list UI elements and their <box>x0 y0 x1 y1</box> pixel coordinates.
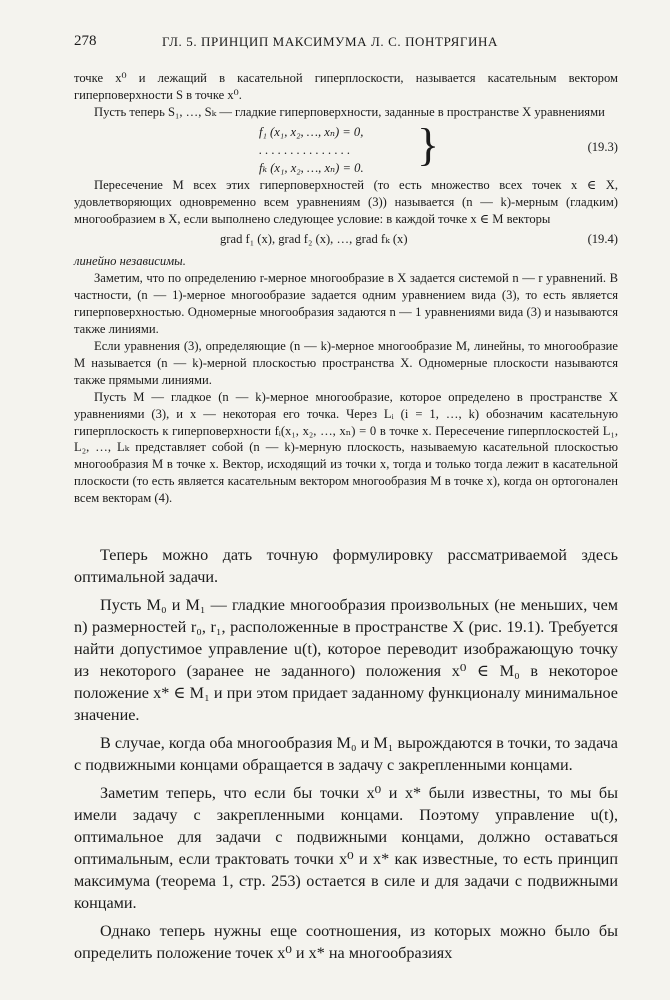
page-number: 278 <box>74 33 97 49</box>
equation-system <box>259 123 364 177</box>
paragraph: Заметим теперь, что если бы точки x⁰ и x* были известны, то мы бы имели задачу с закрепленными концами. Поэтому управление u(t), оптимальное для задачи с подвижными концами, должно оставаться оптимальным, если трактовать точки x⁰ и x* как известные, то есть принцип максимума (теорема 1, стр. 253) остается в силе и для задачи с подвижными концами. <box>74 784 618 912</box>
equation-number: (19.3) <box>587 139 618 154</box>
paragraph: Теперь можно дать точную формулировку рассматриваемой здесь оптимальной задачи. <box>74 546 618 586</box>
small-paragraph: Пересечение M всех этих гиперповерхностей (то есть множество всех точек x ∈ X, удовлетворяющих одновременно всем уравнениям (3)) называется (n — k)-мерным (гладким) многообразием в X, если выполнено следующее условие: в каждой точке x ∈ M векторы <box>74 177 618 226</box>
small-paragraph: точке x⁰ и лежащий в касательной гиперплоскости, называется касательным вектором гиперповерхности S в точке x⁰. <box>74 71 618 102</box>
running-header <box>74 33 614 53</box>
small-print-section <box>74 70 618 507</box>
small-paragraph: Пусть M — гладкое (n — k)-мерное многообразие, которое определено в пространстве X уравнениями (3), и x — некоторая его точка. Через Lᵢ (i = 1, …, k) обозначим касательную гиперплоскость к гиперповерхности fᵢ(x₁, x₂, …, xₙ) = 0 в точке x. Пересечение гиперплоскостей L₁, L₂, …, Lₖ представляет собой (n — k)-мерную плоскость, называемую касательной плоскостью многообразия M в точке x. Вектор, исходящий из точки x, тогда и только тогда лежит в касательной плоскости (то есть является касательным вектором многообразия M в точке x), когда он ортогонален всем векторам (4). <box>74 389 618 506</box>
equation-gradients: grad f₁ (x), grad f₂ (x), …, grad fₖ (x) <box>220 232 408 247</box>
equation-dots: . . . . . . . . . . . . . . . <box>259 142 351 157</box>
small-paragraph: Если уравнения (3), определяющие (n — k)-мерное многообразие M, линейны, то многообразие M называется (n — k)-мерной плоскостью пространства X. Одномерные плоскости называются также прямыми линиями. <box>74 338 618 387</box>
small-paragraph: линейно независимы. <box>74 254 186 269</box>
right-brace: } <box>417 118 440 170</box>
paragraph: Однако теперь нужны еще соотношения, из которых можно было бы определить положение точек x⁰ и x* на многообразиях <box>74 922 618 962</box>
paragraph: В случае, когда оба многообразия M₀ и M₁ вырождаются в точки, то задача с подвижными концами обращается в задачу с закрепленными концами. <box>74 734 618 774</box>
small-paragraph: Пусть теперь S₁, …, Sₖ — гладкие гиперповерхности, заданные в пространстве X уравнениями <box>94 104 605 119</box>
equation-19-4 <box>74 231 618 253</box>
equation-row: f₁ (x₁, x₂, …, xₙ) = 0, <box>259 124 364 139</box>
main-text-section <box>74 544 618 970</box>
running-title: ГЛ. 5. ПРИНЦИП МАКСИМУМА Л. С. ПОНТРЯГИНА <box>162 34 498 49</box>
equation-19-3 <box>74 118 618 177</box>
equation-row: fₖ (x₁, x₂, …, xₙ) = 0. <box>259 160 364 175</box>
small-paragraph: Заметим, что по определению r-мерное многообразие в X задается системой n — r уравнений. В частности, (n — 1)-мерное многообразие задается одним уравнением вида (3), то есть является гиперповерхностью. Одномерные многообразия задаются n — 1 уравнениями вида (3) и называются также линиями. <box>74 271 618 337</box>
equation-number: (19.4) <box>587 232 618 247</box>
paragraph: Пусть M₀ и M₁ — гладкие многообразия произвольных (не меньших, чем n) размерностей r₀, r₁, расположенные в пространстве X (рис. 19.1). Требуется найти допустимое управление u(t), которое переводит изображающую точку из некоторого (заранее не заданного) положения x⁰ ∈ M₀ в некоторое положение x* ∈ M₁ и при этом придает заданному функционалу минимальное значение. <box>74 596 618 724</box>
